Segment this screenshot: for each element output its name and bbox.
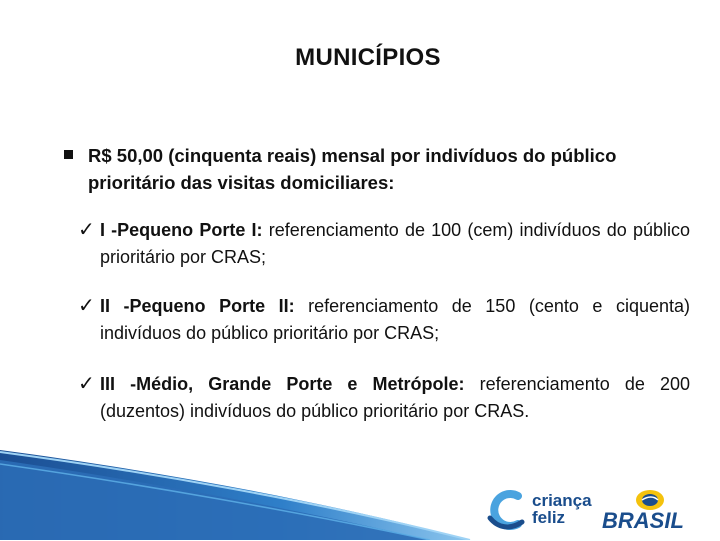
brasil-logo	[598, 484, 710, 536]
list-item	[78, 293, 690, 347]
intro-text: R$ 50,00 (cinquenta reais) mensal por indivíduos do público prioritário das visitas domiciliares:	[88, 145, 617, 193]
checkmark-icon: ✓	[78, 373, 95, 395]
crianca-feliz-wordmark	[532, 492, 592, 526]
list-item	[78, 217, 690, 271]
crianca-feliz-swirl-icon	[484, 488, 528, 532]
crianca-feliz-logo	[484, 488, 594, 534]
logo-line-2: feliz	[532, 508, 566, 527]
brasil-flag-icon	[598, 484, 710, 536]
list-item	[78, 371, 690, 425]
checkmark-icon: ✓	[78, 295, 95, 317]
item-text: referenciamento de 200 (duzentos) indivíduos do público prioritário por CRAS.	[100, 374, 690, 421]
logo-line-1: criança	[532, 491, 592, 510]
intro-bullet	[64, 142, 694, 196]
square-bullet-icon	[64, 150, 73, 159]
slide-title: MUNICÍPIOS	[295, 44, 441, 71]
brasil-wordmark: BRASIL	[602, 508, 684, 533]
item-label: I -Pequeno Porte I:	[100, 220, 263, 240]
item-label: III -Médio, Grande Porte e Metrópole:	[100, 374, 465, 394]
item-label: II -Pequeno Porte II:	[100, 296, 295, 316]
item-text: referenciamento de 150 (cento e ciquenta) indivíduos do público prioritário por CRAS;	[100, 296, 691, 343]
checkmark-icon: ✓	[78, 219, 95, 241]
item-text: referenciamento de 100 (cem) indivíduos do público prioritário por CRAS;	[100, 220, 690, 267]
